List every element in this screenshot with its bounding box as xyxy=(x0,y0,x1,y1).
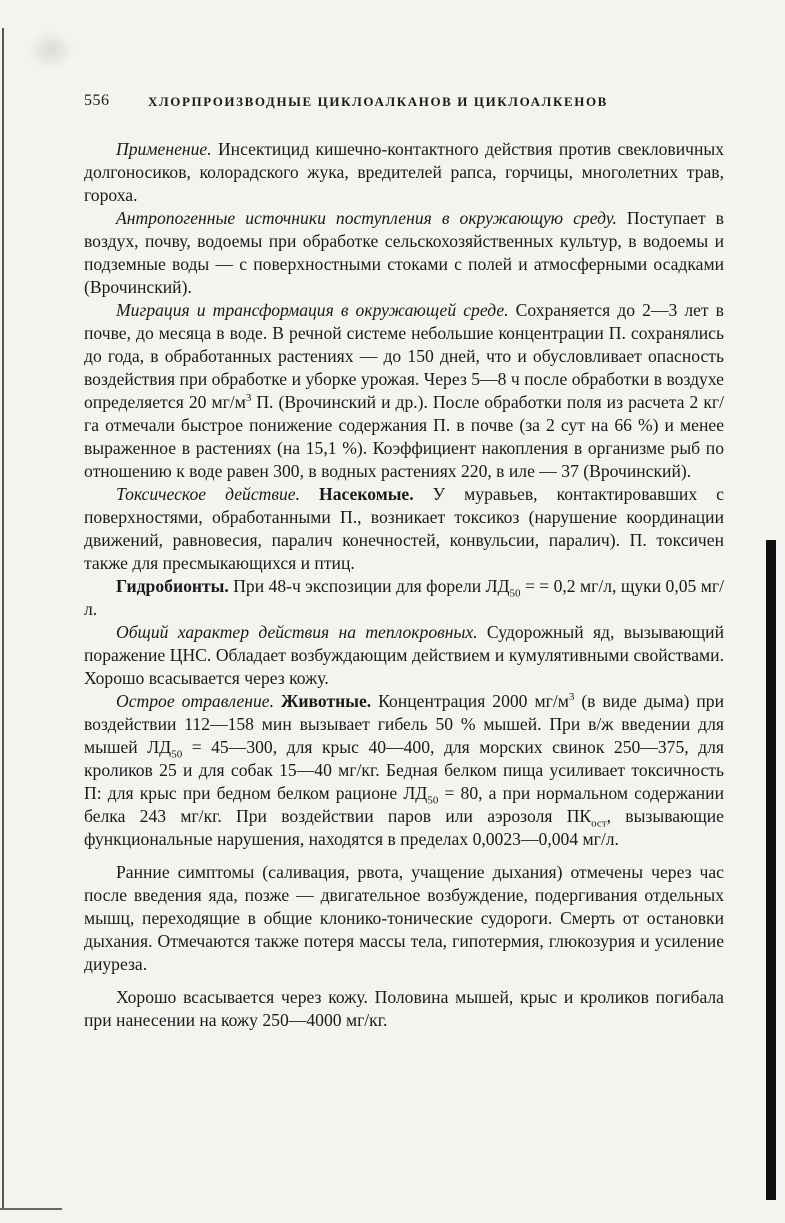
subheading-insects: Насекомые. xyxy=(299,484,414,504)
paragraph-general-character xyxy=(84,621,724,690)
paragraph-body: При 48-ч экспозиции для форели ЛД xyxy=(228,576,510,596)
subheading-animals: Животные. xyxy=(274,691,372,711)
paragraph-hydrobionts xyxy=(84,575,724,621)
paragraph-acute-poisoning xyxy=(84,690,724,851)
paragraph-body-cont: (в виде дыма) при воздействии 112—158 мин вызывает гибель 50 % мышей. При в/ж введении для мышей ЛД xyxy=(84,691,725,757)
paragraph-body: Ранние симптомы (саливация, рвота, учащение дыхания) отмечены через час после введения яда, позже — двигательное возбуждение, подергивания отдельных мышц, переходящие в общие клонико-тонические судороги. Смерть от остановки дыхания. Отмечаются также потеря массы тела, гипотермия, глюкозурия и усиление диуреза. xyxy=(84,862,724,974)
paragraph-early-symptoms xyxy=(84,861,724,976)
subheading-hydrobionts: Гидробионты. xyxy=(116,576,229,596)
page-edge-rule xyxy=(2,28,4,1208)
paragraph-toxic-action xyxy=(84,483,724,575)
paragraph-heading: Антропогенные источники поступления в окружающую среду. xyxy=(116,208,617,228)
running-header xyxy=(84,88,724,116)
paragraph-application xyxy=(84,138,724,207)
body-text xyxy=(84,138,724,1032)
paragraph-heading: Применение. xyxy=(116,139,212,159)
paragraph-body-cont: = 45—300, для крыс 40—400, для морских свинок 250—375, для кроликов 25 и для собак 15—40 мг/кг. Бедная белком пища усиливает токсичность П: для крыс при бедном белком рационе ЛД xyxy=(84,737,725,803)
paragraph-body: Судорожный яд, вызывающий поражение ЦНС. Обладает возбуждающим действием и кумулятивными свойствами. Хорошо всасывается через кожу. xyxy=(84,622,724,688)
subscript: 50 xyxy=(509,587,521,600)
paragraph-body: Сохраняется до 2—3 лет в почве, до месяца в воде. В речной системе небольшие концентрации П. сохранялись до года, в обработанных растениях — до 150 дней, что и обусловливает опасность воздействия при обработке и уборке урожая. Через 5—8 ч после обработки в воздухе определяется 20 мг/м xyxy=(84,300,724,412)
page-edge-shadow xyxy=(766,540,776,1200)
paragraph-body: Поступает в воздух, почву, водоемы при обработке сельскохозяйственных культур, в водоемы и подземные воды — с поверхностными стоками с полей и атмосферными осадками (Врочинский). xyxy=(84,208,724,297)
bottom-rule xyxy=(0,1208,62,1210)
page-number: 556 xyxy=(84,92,110,109)
superscript: 3 xyxy=(568,691,575,704)
superscript: 3 xyxy=(245,392,252,405)
paragraph-body-cont: = = 0,2 мг/л, щуки 0,05 мг/л. xyxy=(84,576,724,619)
paragraph-body: У муравьев, контактировавших с поверхностями, обработанными П., возникает токсикоз (нарушение координации движений, равновесия, паралич конечностей, конвульсии, паралич). П. токсичен также для пресмыкающихся и птиц. xyxy=(84,484,724,573)
paragraph-sources xyxy=(84,207,724,299)
paragraph-heading: Токсическое действие. xyxy=(116,484,300,504)
paragraph-body: Хорошо всасывается через кожу. Половина мышей, крыс и кроликов погибала при нанесении на кожу 250—4000 мг/кг. xyxy=(84,987,724,1030)
paragraph-body: Инсектицид кишечно-контактного действия против свекловичных долгоносиков, колорадского жука, вредителей рапса, горчицы, многолетних трав, гороха. xyxy=(84,139,724,205)
running-title: ХЛОРПРОИЗВОДНЫЕ ЦИКЛОАЛКАНОВ И ЦИКЛОАЛКЕНОВ xyxy=(148,94,608,109)
paragraph-body-cont: П. (Врочинский и др.). После обработки поля из расчета 2 кг/га отмечали быстрое понижение содержания П. в почве (за 2 сут на 66 %) и менее выраженное в растениях (на 15,1 %). Коэффициент накопления в организме рыб по отношению к воде равен 300, в водных растениях 220, в иле — 37 (Врочинский). xyxy=(84,392,724,481)
paragraph-body: Концентрация 2000 мг/м xyxy=(371,691,569,711)
paragraph-body-cont: , вызывающие функциональные нарушения, находятся в пределах 0,0023—0,004 мг/л. xyxy=(84,806,724,849)
paragraph-skin-absorption xyxy=(84,986,724,1032)
subscript: 50 xyxy=(427,794,439,807)
scan-smudge xyxy=(28,30,74,70)
paragraph-heading: Острое отравление. xyxy=(116,691,274,711)
subscript: 50 xyxy=(171,748,183,761)
subscript: ост xyxy=(591,817,607,830)
paragraph-migration xyxy=(84,299,724,483)
paragraph-body-cont: = 80, а при нормальном содержании белка 243 мг/кг. При воздействии паров или аэрозоля ПК xyxy=(84,783,724,826)
paragraph-heading: Общий характер действия на теплокровных. xyxy=(116,622,478,642)
paragraph-heading: Миграция и трансформация в окружающей среде. xyxy=(116,300,509,320)
